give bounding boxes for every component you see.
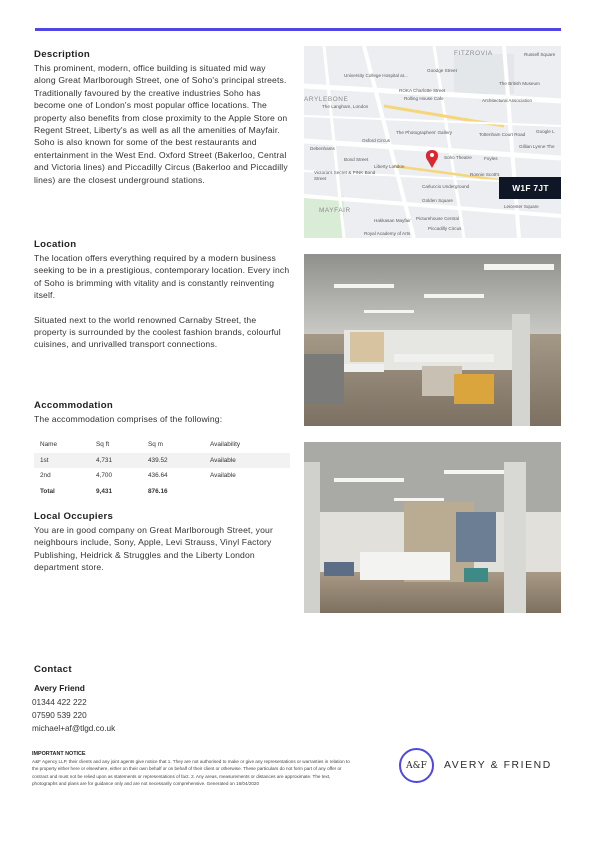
occupiers-body: You are in good company on Great Marlborough Street, your neighbours include, Sony, Apple, Levi Strauss, Vinyl Factory Publishing, Heidrick & Struggles and the Liberty London department store. <box>34 525 273 573</box>
map-label: Bond Street <box>344 157 369 162</box>
important-notice <box>34 751 354 788</box>
table-cell: 1st <box>34 453 90 469</box>
brand-logo <box>399 748 563 784</box>
description-heading: Description <box>34 49 91 60</box>
top-accent-bar <box>35 28 561 31</box>
notice-title: IMPORTANT NOTICE <box>32 751 86 757</box>
map-label: Picturehouse Central <box>416 216 459 221</box>
office-photo-1-graphic <box>304 254 561 426</box>
table-cell: 876.16 <box>148 487 168 495</box>
table-cell: 2nd <box>40 472 51 480</box>
location-section <box>34 239 290 351</box>
map-label: The Photographers' Gallery <box>396 130 453 135</box>
location-body-1: The location offers everything required by a modern business seeking to be in a prestigious, contemporary location. Every inch of Soho is brimming with vitality and is constantly reinventing itself. <box>34 253 290 301</box>
map-label: Carluccio Underground <box>422 184 470 189</box>
table-row <box>34 453 290 469</box>
table-cell: 436.64 <box>148 472 168 480</box>
accommodation-section <box>34 400 290 425</box>
accommodation-heading: Accommodation <box>34 400 114 411</box>
map-label: Google L <box>536 129 555 134</box>
table-cell: Total <box>40 487 55 495</box>
map-label: Piccadilly Circus <box>428 226 462 231</box>
map-label: Gillian Lynne The <box>519 144 555 149</box>
contact-name: Avery Friend <box>34 683 85 693</box>
map-label: Hakkasan Mayfair <box>374 218 411 223</box>
map-label: Tottenham Court Road <box>479 132 526 137</box>
monogram-logo-icon: A&F <box>399 748 434 783</box>
map-label: Golden Square <box>422 198 453 203</box>
map-label: Russell Square <box>524 52 556 57</box>
accommodation-intro: The accommodation comprises of the following: <box>34 414 223 424</box>
table-cell: 9,431 <box>96 487 112 495</box>
map-label: Goodge Street <box>427 68 457 73</box>
occupiers-section <box>34 511 290 574</box>
description-body: This prominent, modern, office building is situated mid way along Great Marlborough Street, one of Soho's principal streets. Traditionally favoured by the creative industries Soho has become one of London's most popular office locations. The property also benefits from close proximity to the Apple Store on Regent Street, Liberty's as well as all the amenities of Mayfair. Soho is also known for some of the best restaurants and entertainment in the West End. Oxford Street (Bakerloo, Central and Victoria lines) and Piccadilly Circus (Bakerloo and Piccadilly lines) are the closest underground stations. <box>34 63 288 185</box>
map-label: FITZROVIA <box>454 50 493 57</box>
map-label: Victoria's Secret & PINK Bond Street <box>314 170 376 181</box>
office-photo-1 <box>304 254 561 426</box>
location-heading: Location <box>34 239 77 250</box>
map-label: Rolling House Cafe <box>404 96 444 101</box>
col-sqft-header: Sq ft <box>96 441 110 449</box>
contact-phone-1[interactable]: 01344 422 222 <box>32 698 87 707</box>
map-label: Liberty London <box>374 164 405 169</box>
table-cell: Available <box>204 453 290 469</box>
table-header-row <box>34 437 290 453</box>
map-label: Ronnie Scott's <box>470 172 500 177</box>
contact-email[interactable]: michael+af@tlgd.co.uk <box>32 724 116 734</box>
office-photo-2-graphic <box>304 442 561 613</box>
map-label: The Langham, London <box>322 104 369 109</box>
map-label: The British Museum <box>499 81 540 86</box>
office-photo-2 <box>304 442 561 613</box>
map-label: Leicester Square <box>504 204 539 209</box>
contact-heading: Contact <box>34 664 72 675</box>
postcode-badge: W1F 7JT <box>499 177 561 199</box>
table-cell: 439.52 <box>142 453 204 469</box>
table-cell: 4,731 <box>90 453 142 469</box>
location-body-2: Situated next to the world renowned Carnaby Street, the property is surrounded by the coolest fashion brands, colourful cuisines, and unrivalled transport connections. <box>34 314 281 350</box>
map-label: MAYFAIR <box>319 207 351 214</box>
map-label: Foyles <box>484 156 498 161</box>
map-label: University College Hospital at... <box>344 73 408 78</box>
location-map <box>304 46 561 238</box>
brand-name: AVERY & FRIEND <box>444 760 552 771</box>
col-name-header: Name <box>40 441 58 449</box>
map-label: ROKA Charlotte Street <box>399 88 446 93</box>
map-label: ARYLEBONE <box>304 96 349 103</box>
table-cell: Available <box>210 472 236 480</box>
col-sqm-header: Sq m <box>148 441 163 449</box>
map-label: Architectural Association <box>482 98 533 103</box>
description-section <box>34 49 290 186</box>
map-label: Oxford Circus <box>362 138 391 143</box>
col-availability-header: Availability <box>210 441 241 449</box>
contact-phone-2[interactable]: 07590 539 220 <box>32 711 87 721</box>
table-row <box>34 468 290 484</box>
map-label: Debenhams <box>310 146 335 151</box>
notice-text: A&F Agency LLP, their clients and any joint agents give notice that 1. They are not authorised to make or give any representations or warranties in relation to the property either here or elsewhere, either on their own behalf or on behalf of their client or otherwise. These particulars do not form part of any offer or contract and must not be relied upon as statements or representations of fact. 2. Any areas, measurements or distances are approximate. The text, photographs and plans are for guidance only and are not necessarily comprehensive. Generated on 16/04/2020 <box>32 759 350 787</box>
table-cell: 4,700 <box>96 472 112 480</box>
accommodation-table <box>34 437 290 499</box>
occupiers-heading: Local Occupiers <box>34 511 114 522</box>
table-total-row <box>34 484 290 500</box>
contact-section <box>34 664 284 736</box>
map-label: Royal Academy of Arts <box>364 231 411 236</box>
table-cell <box>204 484 290 500</box>
map-label: Soho Theatre <box>444 155 472 160</box>
